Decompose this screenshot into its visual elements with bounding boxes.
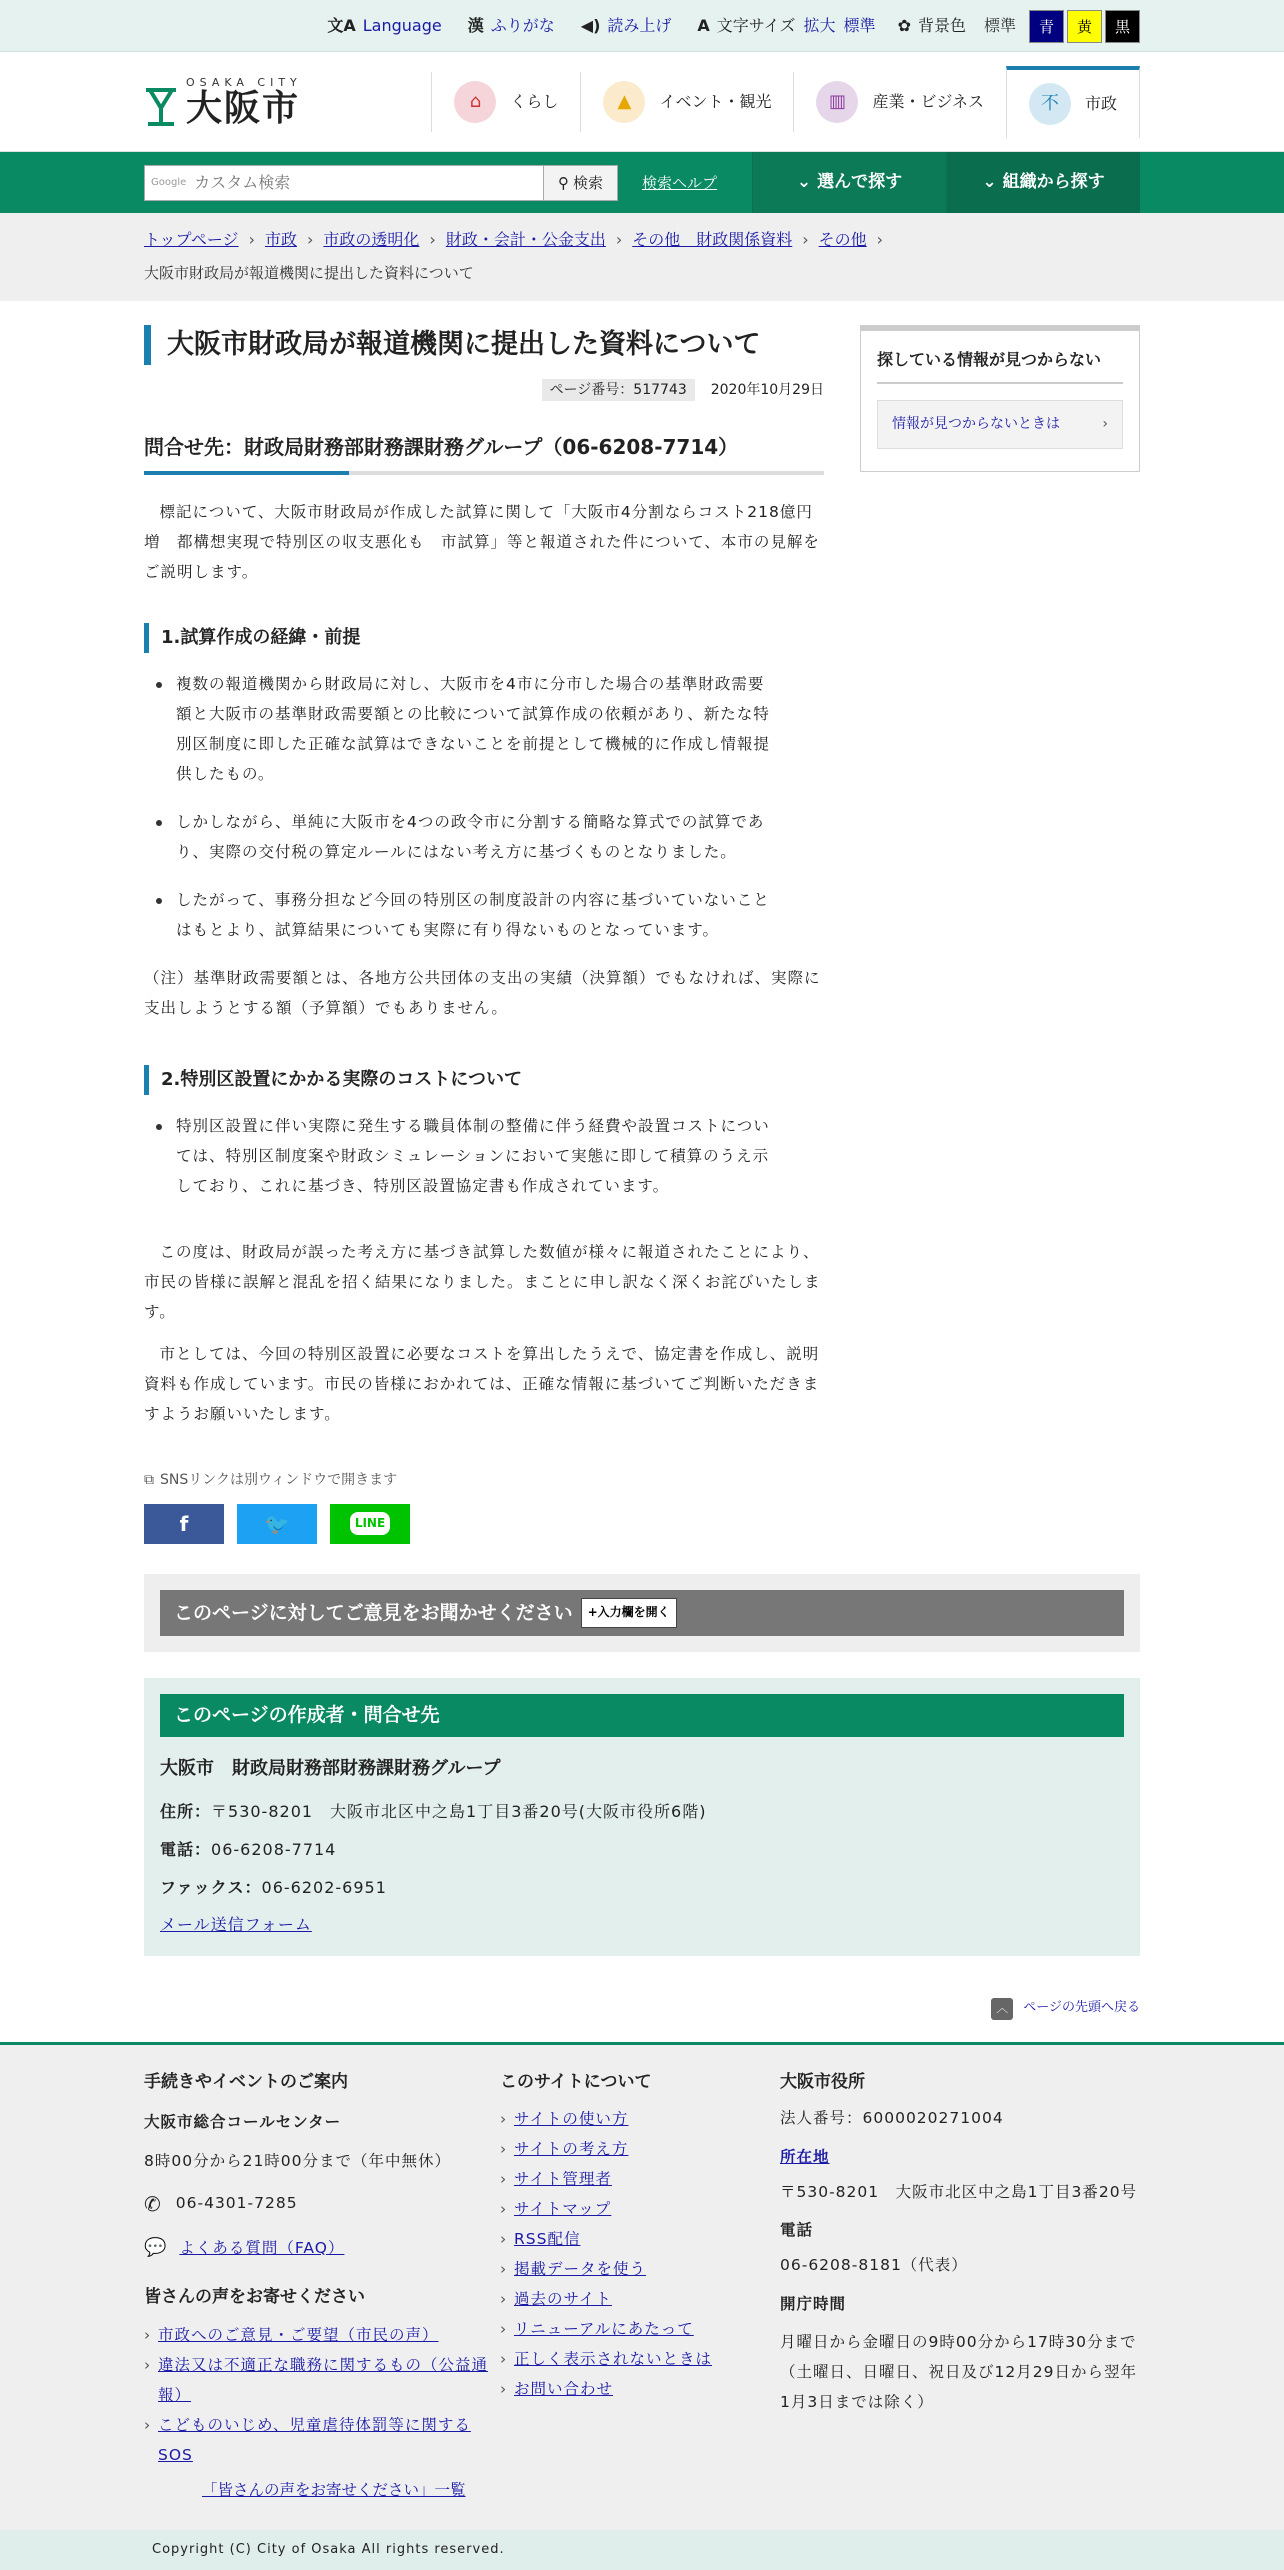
not-found-box — [860, 325, 1140, 472]
footer-link[interactable]: 正しく表示されないときは — [514, 2350, 713, 2369]
page-date: 2020年10月29日 — [710, 382, 824, 399]
mail-form-link[interactable]: メール送信フォーム — [160, 1915, 312, 1935]
language-link[interactable]: 文A Language — [327, 13, 441, 39]
sns-buttons — [144, 1504, 824, 1544]
list-item: 特別区設置に伴い実際に発生する職員体制の整備に伴う経費や設置コストについては、特別区制度案や財政シミュレーションにおいて実態に即して積算のうえ示しており、これに基づき、特別区設置協定書も作成されています。 — [176, 1111, 776, 1201]
breadcrumb-link[interactable]: 市政 — [264, 230, 297, 249]
page-title: 大阪市財政局が報道機関に提出した資料について — [144, 325, 824, 366]
opinion-section — [144, 1574, 1140, 1652]
copyright-bar — [0, 2530, 1284, 2570]
city-mark-icon: 不 — [1029, 83, 1071, 125]
creator-org: 大阪市 財政局財務部財務課財務グループ — [160, 1757, 501, 1779]
not-found-title: 探している情報が見つからない — [877, 347, 1123, 385]
facebook-icon: f — [179, 1511, 189, 1536]
footer-link[interactable]: サイト管理者 — [514, 2170, 612, 2189]
breadcrumb-link[interactable]: その他 財政関係資料 — [632, 230, 793, 249]
not-found-link[interactable]: 情報が見つからないときは › — [877, 400, 1123, 448]
sns-note: ⧉ SNSリンクは別ウィンドウで開きます — [144, 1472, 398, 1489]
site-footer: 手続きやイベントのご案内 大阪市総合コールセンター 8時00分から21時00分まで（年中無休） ✆ 06-4301-7285 💬 よくある質問（FAQ） 皆さんの声をお寄せください › 市政へのご意見・ご要望（市民の声） › 違法又は不適正な職務に関するもの（公益通報） › こどものいじめ、児童虐待体罰等に関するSOS 「皆さんの声をお寄せください」一覧 このサイトについて › サイトの使い方 › サイトの考え方 › サイト管理者 › サイトマップ › RSS配信 › 掲載データを使う › 過去のサイト › リニューアルにあたって › 正しく表示されないときは › お問い合わせ 大阪市役所 法人番号：6000020271004 所在地 〒530-8201 大阪市北区中之島1丁目3番20号 電話 06-6208-8181（代表） 開庁時間 月曜日から金曜日の9時00分から17時30分まで （土曜日、日曜日、祝日及び12月29日から翌年1月3日までは除く） Copyright (C) City of Osaka All rights reserved. — [0, 2042, 1284, 2570]
chevron-down-icon: ⌄ — [982, 171, 997, 192]
intro-text: 標記について、大阪市財政局が作成した試算に関して「大阪市4分割ならコスト218億円増 都構想実現で特別区の収支悪化も 市試算」等と報道された件について、本市の見解をご説明します。 — [144, 503, 820, 582]
fontsize-large-button[interactable]: 拡大 — [803, 16, 836, 36]
house-icon: ⌂ — [454, 81, 496, 123]
footer-link[interactable]: 市政へのご意見・ご要望（市民の声） — [158, 2325, 439, 2344]
page-number: ページ番号：517743 — [542, 379, 695, 401]
phone-icon: ✆ — [144, 2191, 162, 2216]
open-form-button[interactable]: +入力欄を開く — [581, 1598, 677, 1627]
breadcrumb: トップページ › 市政 › 市政の透明化 › 財政・会計・公金支出 › その他 財政関係資料 › その他 › 大阪市財政局が報道機関に提出した資料について — [0, 213, 1284, 301]
chevron-down-icon: ⌄ — [796, 171, 812, 192]
apology-text: この度は、財政局が誤った考え方に基づき試算した数値が様々に報道されたことにより、市民の皆様に誤解と混乱を招く結果になりました。まことに申し訳なく深くお詫びいたします。 — [144, 1243, 821, 1322]
footer-link[interactable]: サイトの使い方 — [514, 2110, 629, 2129]
search-form — [144, 165, 618, 201]
search-icon: ⚲ — [557, 173, 569, 192]
site-header — [0, 52, 1284, 152]
list-item: 複数の報道機関から財政局に対し、大阪市を4市に分市した場合の基準財政需要額と大阪市の基準財政需要額との比較について試算作成の依頼があり、新たな特別区制度に即した正確な試算はできないことを前提として機械的に作成し情報提供したもの。 — [176, 669, 776, 789]
fontsize-std-button[interactable]: 標準 — [843, 16, 876, 36]
main-content — [144, 325, 824, 1544]
footer-link[interactable]: RSS配信 — [514, 2230, 581, 2249]
building-icon: ▥ — [816, 81, 858, 123]
new-window-icon: ⧉ — [144, 1472, 154, 1489]
creator-tel: 06-6208-7714 — [211, 1840, 337, 1860]
bg-yellow-button[interactable]: 黄 — [1067, 10, 1102, 43]
voice-list-link[interactable]: 「皆さんの声をお寄せください」一覧 — [202, 2480, 466, 2499]
list-item: しかしながら、単純に大阪市を4つの政令市に分割する簡略な算式での試算であり、実際の交付税の算定ルールにはない考え方に基づくものとなりました。 — [176, 807, 776, 867]
speaker-icon: ◀) — [580, 16, 601, 36]
fontsize-icon: A — [697, 16, 710, 36]
nav-event[interactable]: ▲ イベント・観光 — [580, 72, 793, 132]
search-input[interactable]: Google カスタム検索 — [144, 165, 544, 201]
creator-heading: このページの作成者・問合せ先 — [160, 1694, 1124, 1736]
creator-section: このページの作成者・問合せ先 大阪市 財政局財務部財務課財務グループ 住所：〒530-8201 大阪市北区中之島1丁目3番20号(大阪市役所6階) 電話：06-6208-7714 ファックス：06-6202-6951 メール送信フォーム — [144, 1678, 1140, 1956]
language-icon: 文A — [327, 16, 356, 36]
copyright: Copyright (C) City of Osaka All rights reserved. — [152, 2541, 505, 2557]
opinion-title: このページに対してご意見をお聞かせください — [174, 1601, 573, 1624]
search-button[interactable]: ⚲ 検索 — [544, 165, 618, 201]
search-bar — [0, 152, 1284, 213]
footer-link[interactable]: サイトの考え方 — [514, 2140, 629, 2159]
breadcrumb-link[interactable]: 財政・会計・公金支出 — [445, 230, 606, 249]
faq-link[interactable]: よくある質問（FAQ） — [179, 2238, 345, 2257]
creator-fax: 06-6202-6951 — [261, 1877, 387, 1897]
creator-address: 〒530-8201 大阪市北区中之島1丁目3番20号(大阪市役所6階) — [211, 1802, 707, 1822]
note-text: （注）基準財政需要額とは、各地方公共団体の支出の実績（決算額）でもなければ、実際に支出しようとする額（予算額）でもありません。 — [144, 969, 821, 1018]
chevron-right-icon: › — [1102, 416, 1108, 433]
city-mark-icon — [144, 86, 178, 126]
twitter-icon: 🐦 — [264, 1511, 290, 1536]
line-share-button[interactable] — [330, 1504, 410, 1544]
bg-black-button[interactable]: 黒 — [1105, 10, 1140, 43]
footer-link[interactable]: 掲載データを使う — [514, 2260, 647, 2279]
org-menu-button[interactable]: ⌄ 組織から探す — [946, 152, 1140, 213]
search-help-link[interactable]: 検索ヘルプ — [642, 173, 718, 192]
nav-shisei[interactable]: 不 市政 — [1006, 66, 1140, 138]
footer-link[interactable]: リニューアルにあたって — [514, 2320, 694, 2339]
chat-bubble-icon: 💬 — [144, 2236, 168, 2258]
footer-link[interactable]: サイトマップ — [514, 2200, 612, 2219]
choose-menu-button[interactable]: ⌄ 選んで探す — [752, 152, 946, 213]
bgcolor-control: ✿ 背景色 標準 青 黄 黒 — [898, 10, 1140, 43]
breadcrumb-link[interactable]: トップページ — [144, 230, 239, 249]
castle-icon: ▲ — [603, 81, 645, 123]
nav-kurashi[interactable]: ⌂ くらし — [431, 72, 580, 132]
section-heading-1: 1.試算作成の経緯・前提 — [144, 623, 824, 653]
footer-link[interactable]: お問い合わせ — [514, 2380, 614, 2399]
bg-std-button[interactable]: 標準 — [983, 16, 1016, 36]
breadcrumb-link[interactable]: その他 — [818, 230, 867, 249]
chevron-up-icon: ︿ — [991, 1998, 1013, 2020]
bg-blue-button[interactable]: 青 — [1029, 10, 1064, 43]
palette-icon: ✿ — [897, 16, 911, 36]
section-heading-2: 2.特別区設置にかかる実際のコストについて — [144, 1065, 824, 1095]
location-link[interactable]: 所在地 — [780, 2147, 830, 2166]
line-icon: LINE — [350, 1512, 390, 1535]
readaloud-link[interactable]: ◀) 読み上げ — [581, 13, 672, 39]
footer-link[interactable]: 過去のサイト — [514, 2290, 612, 2309]
facebook-share-button[interactable] — [144, 1504, 224, 1544]
footer-link[interactable]: 違法又は不適正な職務に関するもの（公益通報） — [158, 2355, 489, 2404]
twitter-share-button[interactable] — [237, 1504, 317, 1544]
footer-link[interactable]: こどものいじめ、児童虐待体罰等に関するSOS — [158, 2415, 471, 2464]
breadcrumb-link[interactable]: 市政の透明化 — [323, 230, 420, 249]
global-nav — [431, 52, 1140, 152]
site-logo[interactable]: OSAKA CITY 大阪市 — [144, 77, 404, 127]
furigana-link[interactable]: 漢 ふりがな — [468, 13, 555, 39]
fontsize-control: A 文字サイズ 拡大 標準 — [697, 13, 875, 39]
back-to-top-link[interactable]: ︿ ページの先頭へ戻る — [144, 1998, 1140, 2020]
contact-heading: 問合せ先：財政局財務部財務課財務グループ（06-6208-7714） — [144, 431, 824, 475]
sidebar — [860, 325, 1140, 1544]
nav-business[interactable]: ▥ 産業・ビジネス — [793, 72, 1006, 132]
breadcrumb-current: 大阪市財政局が報道機関に提出した資料について — [144, 263, 474, 282]
request-text: 市としては、今回の特別区設置に必要なコストを算出したうえで、協定書を作成し、説明資料も作成しています。市民の皆様におかれては、正確な情報に基づいてご判断いただきますようお願いいたします。 — [144, 1345, 820, 1424]
utility-bar — [0, 0, 1284, 52]
list-item: したがって、事務分担など今回の特別区の制度設計の内容に基づいていないことはもとより、試算結果についても実際に有り得ないものとなっています。 — [176, 885, 776, 945]
furigana-icon: 漢 — [467, 16, 484, 36]
